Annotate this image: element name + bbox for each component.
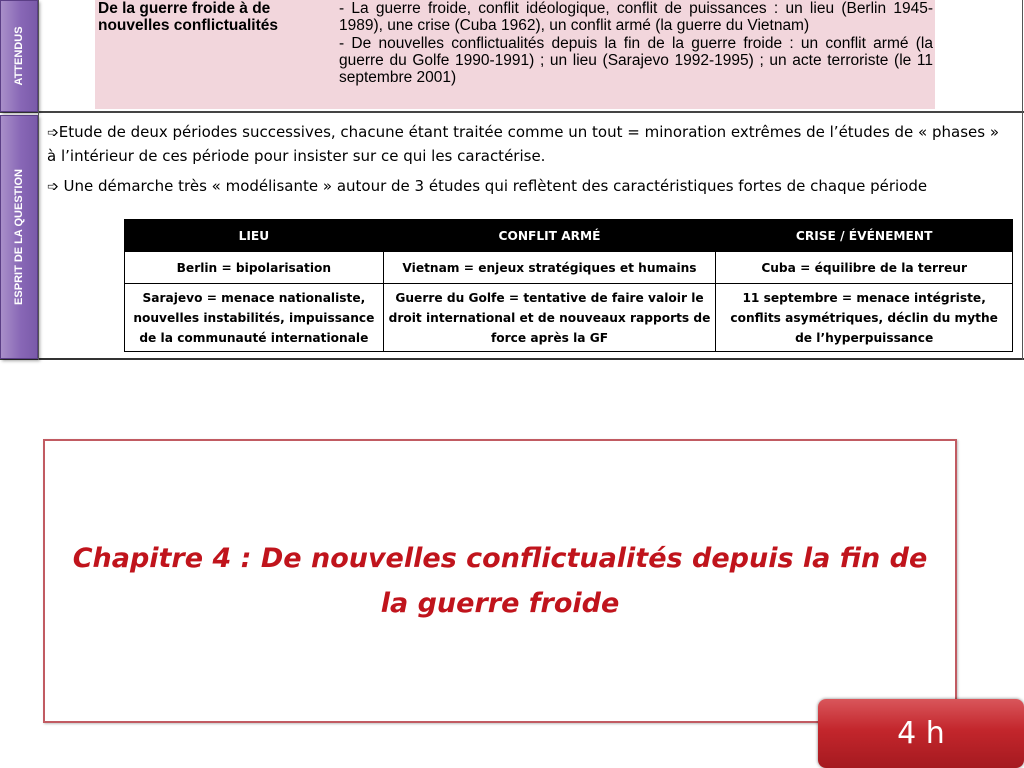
esprit-text xyxy=(47,121,1007,206)
table-cell: Sarajevo = menace nationaliste, nouvelles instabilités, impuissance de la communauté internationale xyxy=(125,284,384,352)
excerpt-line-cold-war: - La guerre froide, conflit idéologique, conflit de puissances : un lieu (Berlin 1945-1989), une crise (Cuba 1962), un conflit armé (la guerre du Vietnam) xyxy=(339,0,933,35)
arrow-right-icon: ➩ xyxy=(47,179,59,195)
curriculum-framework xyxy=(0,0,1024,360)
attendus-label xyxy=(0,0,38,112)
table-cell: Vietnam = enjeux stratégiques et humains xyxy=(383,252,716,284)
table-cell: Guerre du Golfe = tentative de faire valoir le droit international et de nouveaux rapports de force après la GF xyxy=(383,284,716,352)
table-row xyxy=(125,252,1013,284)
chapter-title: Chapitre 4 : De nouvelles conflictualités depuis la fin de la guerre froide xyxy=(72,543,928,619)
attendus-label-text: ATTENDUS xyxy=(13,26,25,86)
arrow-right-icon: ➩ xyxy=(47,125,59,141)
header-conflit-arme: CONFLIT ARMÉ xyxy=(383,220,716,252)
column-divider xyxy=(38,0,39,360)
table-cell: Berlin = bipolarisation xyxy=(125,252,384,284)
esprit-paragraph-2 xyxy=(47,175,1007,199)
esprit-label-text: ESPRIT DE LA QUESTION xyxy=(13,169,25,305)
table-cell: 11 septembre = menace intégriste, conflits asymétriques, déclin du mythe de l’hyperpuissance xyxy=(716,284,1013,352)
program-excerpt xyxy=(95,0,935,109)
excerpt-title: De la guerre froide à de nouvelles conflictualités xyxy=(98,0,279,34)
attendus-row xyxy=(0,0,1024,113)
chapter-box xyxy=(43,439,957,723)
header-crise-evenement: CRISE / ÉVÉNEMENT xyxy=(716,220,1013,252)
right-border xyxy=(1022,0,1023,360)
table-header-row xyxy=(125,220,1013,252)
excerpt-body xyxy=(339,0,933,86)
esprit-paragraph-1-text: Etude de deux périodes successives, chacune étant traitée comme un tout = minoration extrêmes de l’études de « phases » à l’intérieur de ces période pour insister sur ce qui les caractérise. xyxy=(47,123,1000,165)
esprit-paragraph-1 xyxy=(47,121,1007,168)
case-studies-table xyxy=(124,219,1013,352)
esprit-paragraph-2-text: Une démarche très « modélisante » autour de 3 études qui reflètent des caractéristiques fortes de chaque période xyxy=(58,177,928,195)
duration-badge xyxy=(818,699,1024,768)
esprit-row xyxy=(0,113,1024,359)
table-cell: Cuba = équilibre de la terreur xyxy=(716,252,1013,284)
duration-text: 4 h xyxy=(897,716,945,751)
header-lieu: LIEU xyxy=(125,220,384,252)
excerpt-line-new-conflicts: - De nouvelles conflictualités depuis la fin de la guerre froide : un conflit armé (la guerre du Golfe 1990-1991) ; un lieu (Sarajevo 1992-1995) ; un acte terroriste (le 11 septembre 2001) xyxy=(339,34,933,87)
esprit-label xyxy=(0,115,38,359)
table-row xyxy=(125,284,1013,352)
